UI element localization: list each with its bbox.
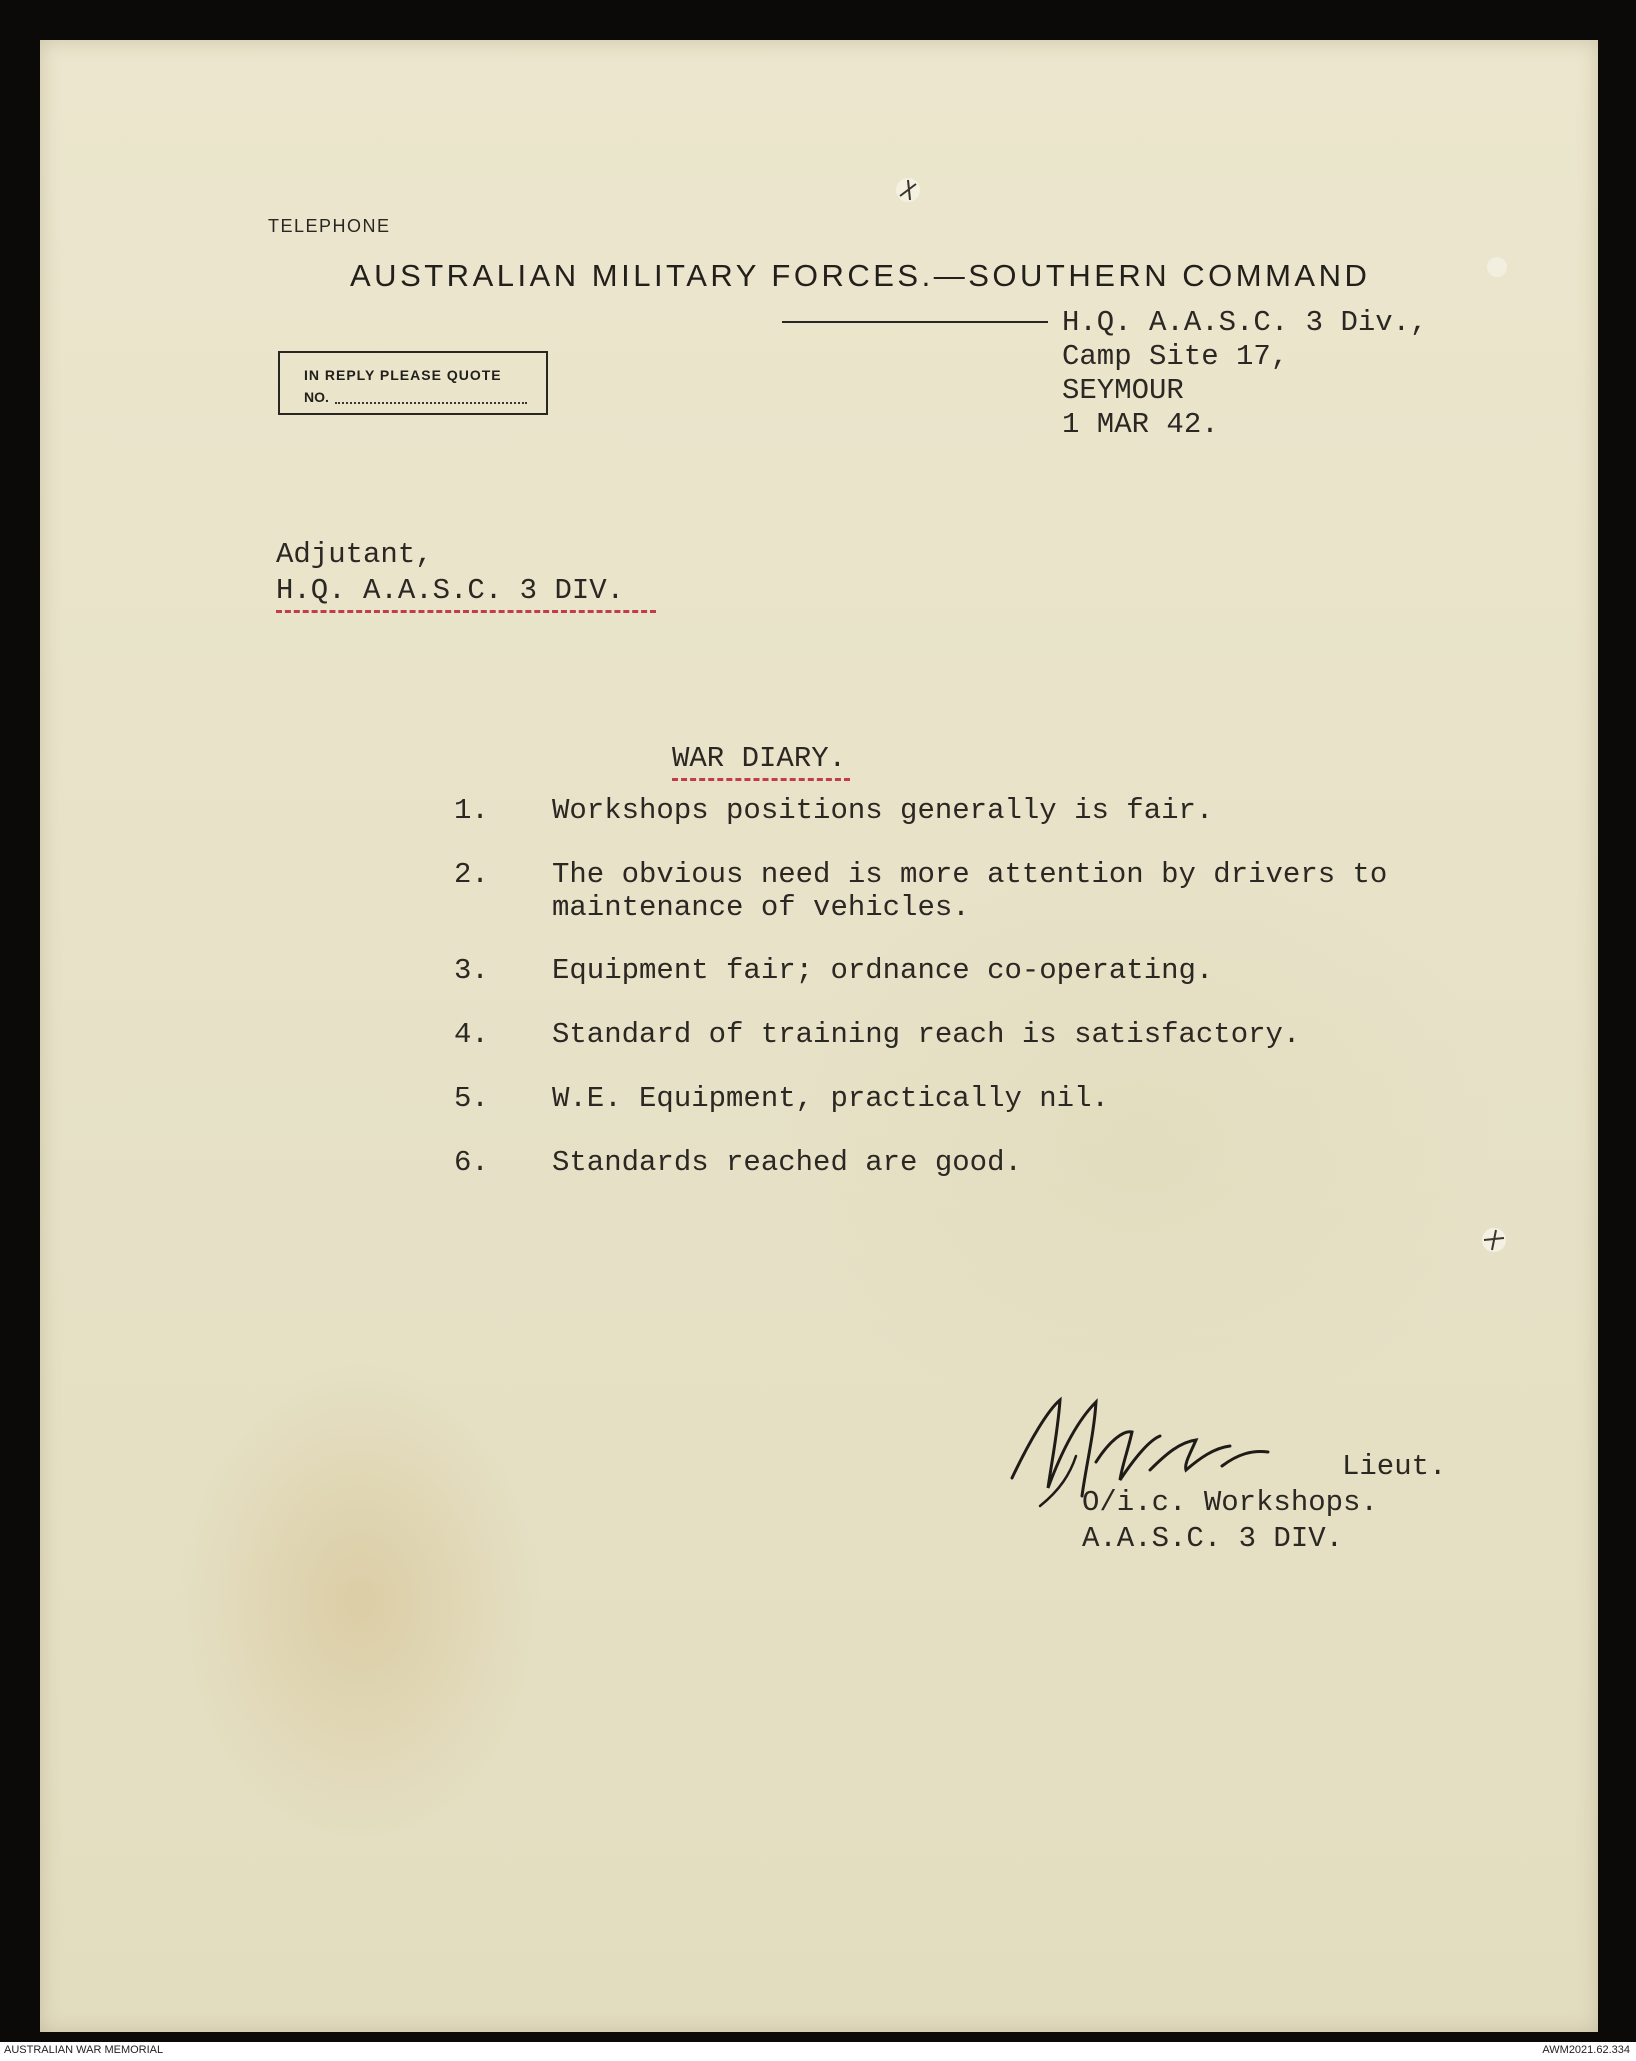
letterhead-rule — [782, 321, 1048, 323]
title-red-underline — [672, 778, 850, 781]
item-number: 3. — [454, 954, 489, 987]
recipient-red-underline — [276, 610, 656, 613]
reply-box-dotted-line — [335, 402, 527, 404]
address-line: SEYMOUR — [1062, 374, 1184, 407]
signatory-position: O/i.c. Workshops. — [1082, 1486, 1378, 1519]
footer-source-label: AUSTRALIAN WAR MEMORIAL — [4, 2044, 164, 2056]
recipient-line: Adjutant, — [276, 538, 433, 571]
document-title: WAR DIARY. — [672, 742, 847, 775]
signature-block — [1000, 1370, 1480, 1570]
recipient-line: H.Q. A.A.S.C. 3 DIV. — [276, 574, 625, 607]
signatory-rank: Lieut. — [1342, 1450, 1447, 1483]
archive-footer — [0, 2042, 1636, 2061]
footer-accession-number: AWM2021.62.334 — [1542, 2044, 1630, 2056]
pin-hole-mark — [888, 170, 928, 210]
item-text: Standard of training reach is satisfactory. — [552, 1018, 1301, 1051]
item-number: 1. — [454, 794, 489, 827]
item-text: Workshops positions generally is fair. — [552, 794, 1214, 827]
reply-box-number-label: NO. — [304, 389, 329, 405]
pin-hole-mark — [1474, 1220, 1514, 1260]
item-text: The obvious need is more attention by drivers to maintenance of vehicles. — [552, 858, 1388, 924]
letterhead-title: AUSTRALIAN MILITARY FORCES.—SOUTHERN COMMAND — [350, 258, 1371, 293]
item-number: 6. — [454, 1146, 489, 1179]
item-text: Equipment fair; ordnance co-operating. — [552, 954, 1214, 987]
item-text: W.E. Equipment, practically nil. — [552, 1082, 1109, 1115]
address-line: Camp Site 17, — [1062, 340, 1289, 373]
reply-box-label: IN REPLY PLEASE QUOTE — [304, 367, 502, 383]
telephone-label: TELEPHONE — [268, 216, 391, 236]
item-text: Standards reached are good. — [552, 1146, 1022, 1179]
item-number: 5. — [454, 1082, 489, 1115]
address-line: H.Q. A.A.S.C. 3 Div., — [1062, 306, 1428, 339]
address-date: 1 MAR 42. — [1062, 408, 1219, 441]
pin-hole-mark — [1480, 250, 1514, 284]
signatory-unit: A.A.S.C. 3 DIV. — [1082, 1522, 1344, 1555]
item-number: 4. — [454, 1018, 489, 1051]
letter-page — [40, 40, 1598, 2032]
item-number: 2. — [454, 858, 489, 891]
reply-quote-box — [278, 351, 548, 415]
